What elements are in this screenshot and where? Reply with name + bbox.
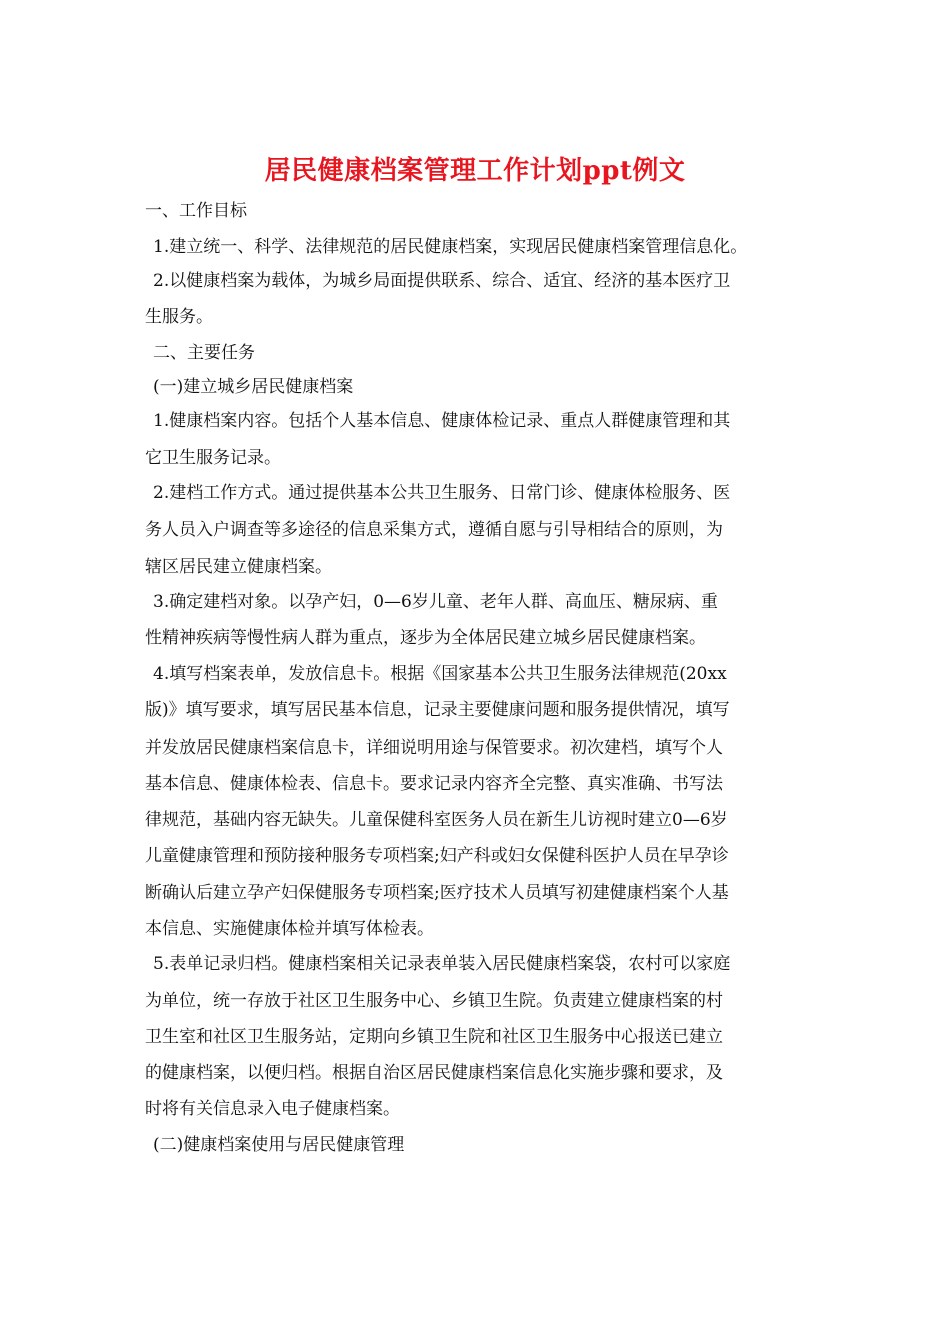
paragraph-line: 版)》填写要求，填写居民基本信息，记录主要健康问题和服务提供情况，填写 xyxy=(145,700,730,720)
paragraph-line: 基本信息、健康体检表、信息卡。要求记录内容齐全完整、真实准确、书写法 xyxy=(145,774,723,794)
paragraph-line: 生服务。 xyxy=(145,307,213,327)
paragraph-line: 性精神疾病等慢性病人群为重点，逐步为全体居民建立城乡居民健康档案。 xyxy=(145,628,706,648)
heading-work-goals: 一、工作目标 xyxy=(145,201,247,221)
paragraph-line: 断确认后建立孕产妇保健服务专项档案;医疗技术人员填写初建健康档案个人基 xyxy=(145,883,729,903)
paragraph-line: 本信息、实施健康体检并填写体检表。 xyxy=(145,919,434,939)
paragraph-line: 为单位，统一存放于社区卫生服务中心、乡镇卫生院。负责建立健康档案的村 xyxy=(145,991,723,1011)
paragraph-line: 并发放居民健康档案信息卡，详细说明用途与保管要求。初次建档，填写个人 xyxy=(145,738,723,758)
paragraph-line: 5.表单记录归档。健康档案相关记录表单装入居民健康档案袋，农村可以家庭 xyxy=(153,954,731,974)
heading-main-tasks: 二、主要任务 xyxy=(153,343,255,363)
paragraph-line: 的健康档案，以便归档。根据自治区居民健康档案信息化实施步骤和要求，及 xyxy=(145,1063,723,1083)
paragraph-line: 律规范，基础内容无缺失。儿童保健科室医务人员在新生儿访视时建立0—6岁 xyxy=(145,810,728,830)
paragraph-line: 时将有关信息录入电子健康档案。 xyxy=(145,1099,400,1119)
paragraph-line: 3.确定建档对象。以孕产妇，0—6岁儿童、老年人群、高血压、糖尿病、重 xyxy=(153,592,718,612)
paragraph-line: 4.填写档案表单，发放信息卡。根据《国家基本公共卫生服务法律规范(20xx xyxy=(153,664,727,684)
paragraph-line: 儿童健康管理和预防接种服务专项档案;妇产科或妇女保健科医护人员在早孕诊 xyxy=(145,846,729,866)
paragraph-line: 卫生室和社区卫生服务站，定期向乡镇卫生院和社区卫生服务中心报送已建立 xyxy=(145,1027,723,1047)
subheading-establish: (一)建立城乡居民健康档案 xyxy=(153,377,354,397)
paragraph-line: 1.建立统一、科学、法律规范的居民健康档案，实现居民健康档案管理信息化。 xyxy=(153,237,748,257)
paragraph-line: 2.建档工作方式。通过提供基本公共卫生服务、日常门诊、健康体检服务、医 xyxy=(153,483,731,503)
document-title: 居民健康档案管理工作计划ppt例文 xyxy=(264,156,686,186)
paragraph-line: 它卫生服务记录。 xyxy=(145,448,281,468)
paragraph-line: 2.以健康档案为载体，为城乡局面提供联系、综合、适宜、经济的基本医疗卫 xyxy=(153,271,731,291)
paragraph-line: 辖区居民建立健康档案。 xyxy=(145,557,332,577)
paragraph-line: 1.健康档案内容。包括个人基本信息、健康体检记录、重点人群健康管理和其 xyxy=(153,411,731,431)
subheading-archive-usage: (二)健康档案使用与居民健康管理 xyxy=(153,1135,405,1155)
paragraph-line: 务人员入户调查等多途径的信息采集方式，遵循自愿与引导相结合的原则，为 xyxy=(145,520,723,540)
